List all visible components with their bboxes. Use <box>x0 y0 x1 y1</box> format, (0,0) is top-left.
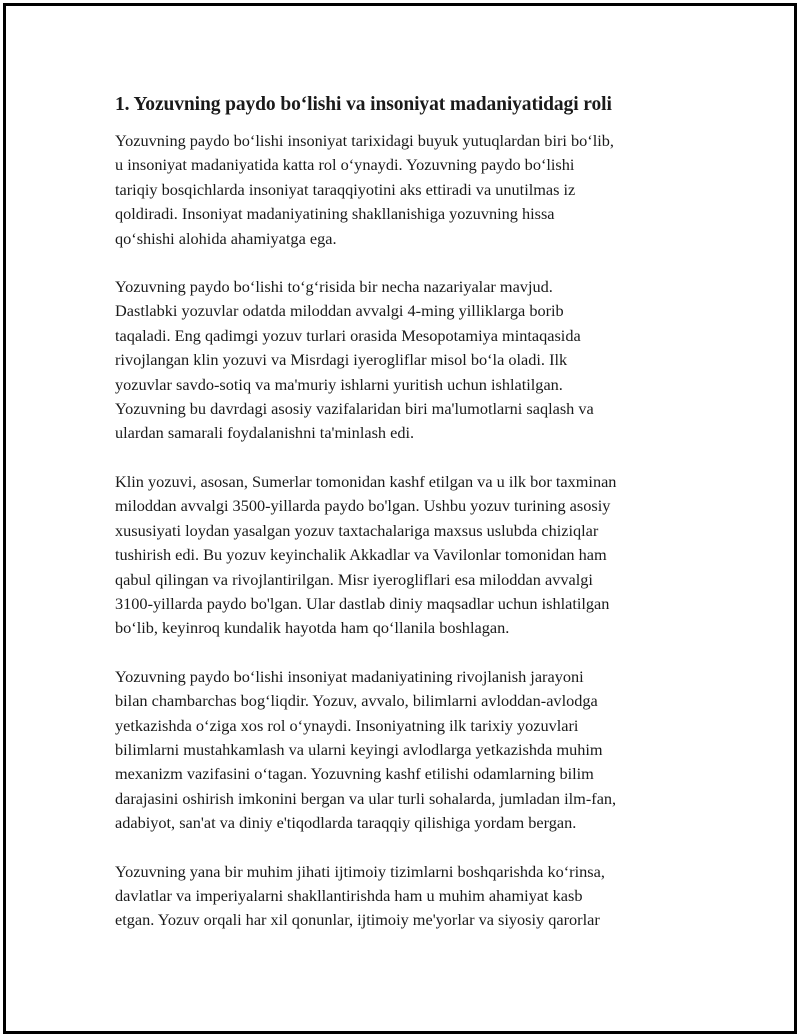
text-line: Yozuvning bu davrdagi asosiy vazifalaridan biri ma'lumotlarni saqlash va <box>115 399 594 419</box>
paragraph-1 <box>115 129 675 251</box>
text-line: Yozuvning paydo bo‘lishi to‘g‘risida bir necha nazariyalar mavjud. <box>115 277 553 297</box>
text-line: yozuvlar savdo-sotiq va ma'muriy ishlarni yuritish uchun ishlatilgan. <box>115 374 563 394</box>
text-line: qabul qilingan va rivojlantirilgan. Misr iyerogliflari esa miloddan avvalgi <box>115 569 593 589</box>
text-line: Klin yozuvi, asosan, Sumerlar tomonidan kashf etilgan va u ilk bor taxminan <box>115 471 617 491</box>
text-line: tushirish edi. Bu yozuv keyinchalik Akkadlar va Vavilonlar tomonidan ham <box>115 545 607 565</box>
text-line: xususiyati loydan yasalgan yozuv taxtachalariga maxsus uslubda chiziqlar <box>115 520 599 540</box>
text-line: mexanizm vazifasini o‘tagan. Yozuvning kashf etilishi odamlarning bilim <box>115 764 594 784</box>
text-line: adabiyot, san'at va diniy e'tiqodlarda taraqqiy qilishiga yordam bergan. <box>115 813 577 833</box>
text-line: miloddan avvalgi 3500-yillarda paydo bo'lgan. Ushbu yozuv turining asosiy <box>115 496 611 516</box>
text-line: bilimlarni mustahkamlash va ularni keyingi avlodlarga yetkazishda muhim <box>115 739 603 759</box>
paragraph-3 <box>115 470 675 641</box>
text-line: qo‘shishi alohida ahamiyatga ega. <box>115 228 337 248</box>
paragraph-4 <box>115 665 675 836</box>
text-line: Dastlabki yozuvlar odatda miloddan avvalgi 4-ming yilliklarga borib <box>115 301 564 321</box>
text-line: ulardan samarali foydalanishni ta'minlash edi. <box>115 423 415 443</box>
text-line: yetkazishda o‘ziga xos rol o‘ynaydi. Insoniyatning ilk tarixiy yozuvlari <box>115 715 579 735</box>
text-line: Yozuvning yana bir muhim jihati ijtimoiy tizimlarni boshqarishda ko‘rinsa, <box>115 861 605 881</box>
text-line: taqaladi. Eng qadimgi yozuv turlari orasida Mesopotamiya mintaqasida <box>115 325 581 345</box>
document-body <box>115 92 675 957</box>
text-line: qoldiradi. Insoniyat madaniyatining shakllanishiga yozuvning hissa <box>115 204 555 224</box>
section-heading: 1. Yozuvning paydo bo‘lishi va insoniyat madaniyatidagi roli <box>115 94 612 115</box>
text-line: bilan chambarchas bog‘liqdir. Yozuv, avvalo, bilimlarni avloddan-avlodga <box>115 691 598 711</box>
text-line: tariqiy bosqichlarda insoniyat taraqqiyotini aks ettiradi va unutilmas iz <box>115 179 576 199</box>
text-line: 3100-yillarda paydo bo'lgan. Ular dastlab diniy maqsadlar uchun ishlatilgan <box>115 593 610 613</box>
text-line: darajasini oshirish imkonini bergan va ular turli sohalarda, jumladan ilm-fan, <box>115 788 617 808</box>
text-line: rivojlangan klin yozuvi va Misrdagi iyerogliflar misol bo‘la oladi. Ilk <box>115 350 568 370</box>
paragraph-2 <box>115 275 675 446</box>
paragraph-5 <box>115 860 675 933</box>
text-line: bo‘lib, keyinroq kundalik hayotda ham qo‘llanila boshlagan. <box>115 618 510 638</box>
text-line: u insoniyat madaniyatida katta rol o‘ynaydi. Yozuvning paydo bo‘lishi <box>115 155 575 175</box>
text-line: Yozuvning paydo bo‘lishi insoniyat madaniyatining rivojlanish jarayoni <box>115 666 584 686</box>
text-line: Yozuvning paydo bo‘lishi insoniyat tarixidagi buyuk yutuqlardan biri bo‘lib, <box>115 131 614 150</box>
text-line: davlatlar va imperiyalarni shakllantirishda ham u muhim ahamiyat kasb <box>115 885 583 905</box>
text-line: etgan. Yozuv orqali har xil qonunlar, ijtimoiy me'yorlar va siyosiy qarorlar <box>115 910 600 930</box>
